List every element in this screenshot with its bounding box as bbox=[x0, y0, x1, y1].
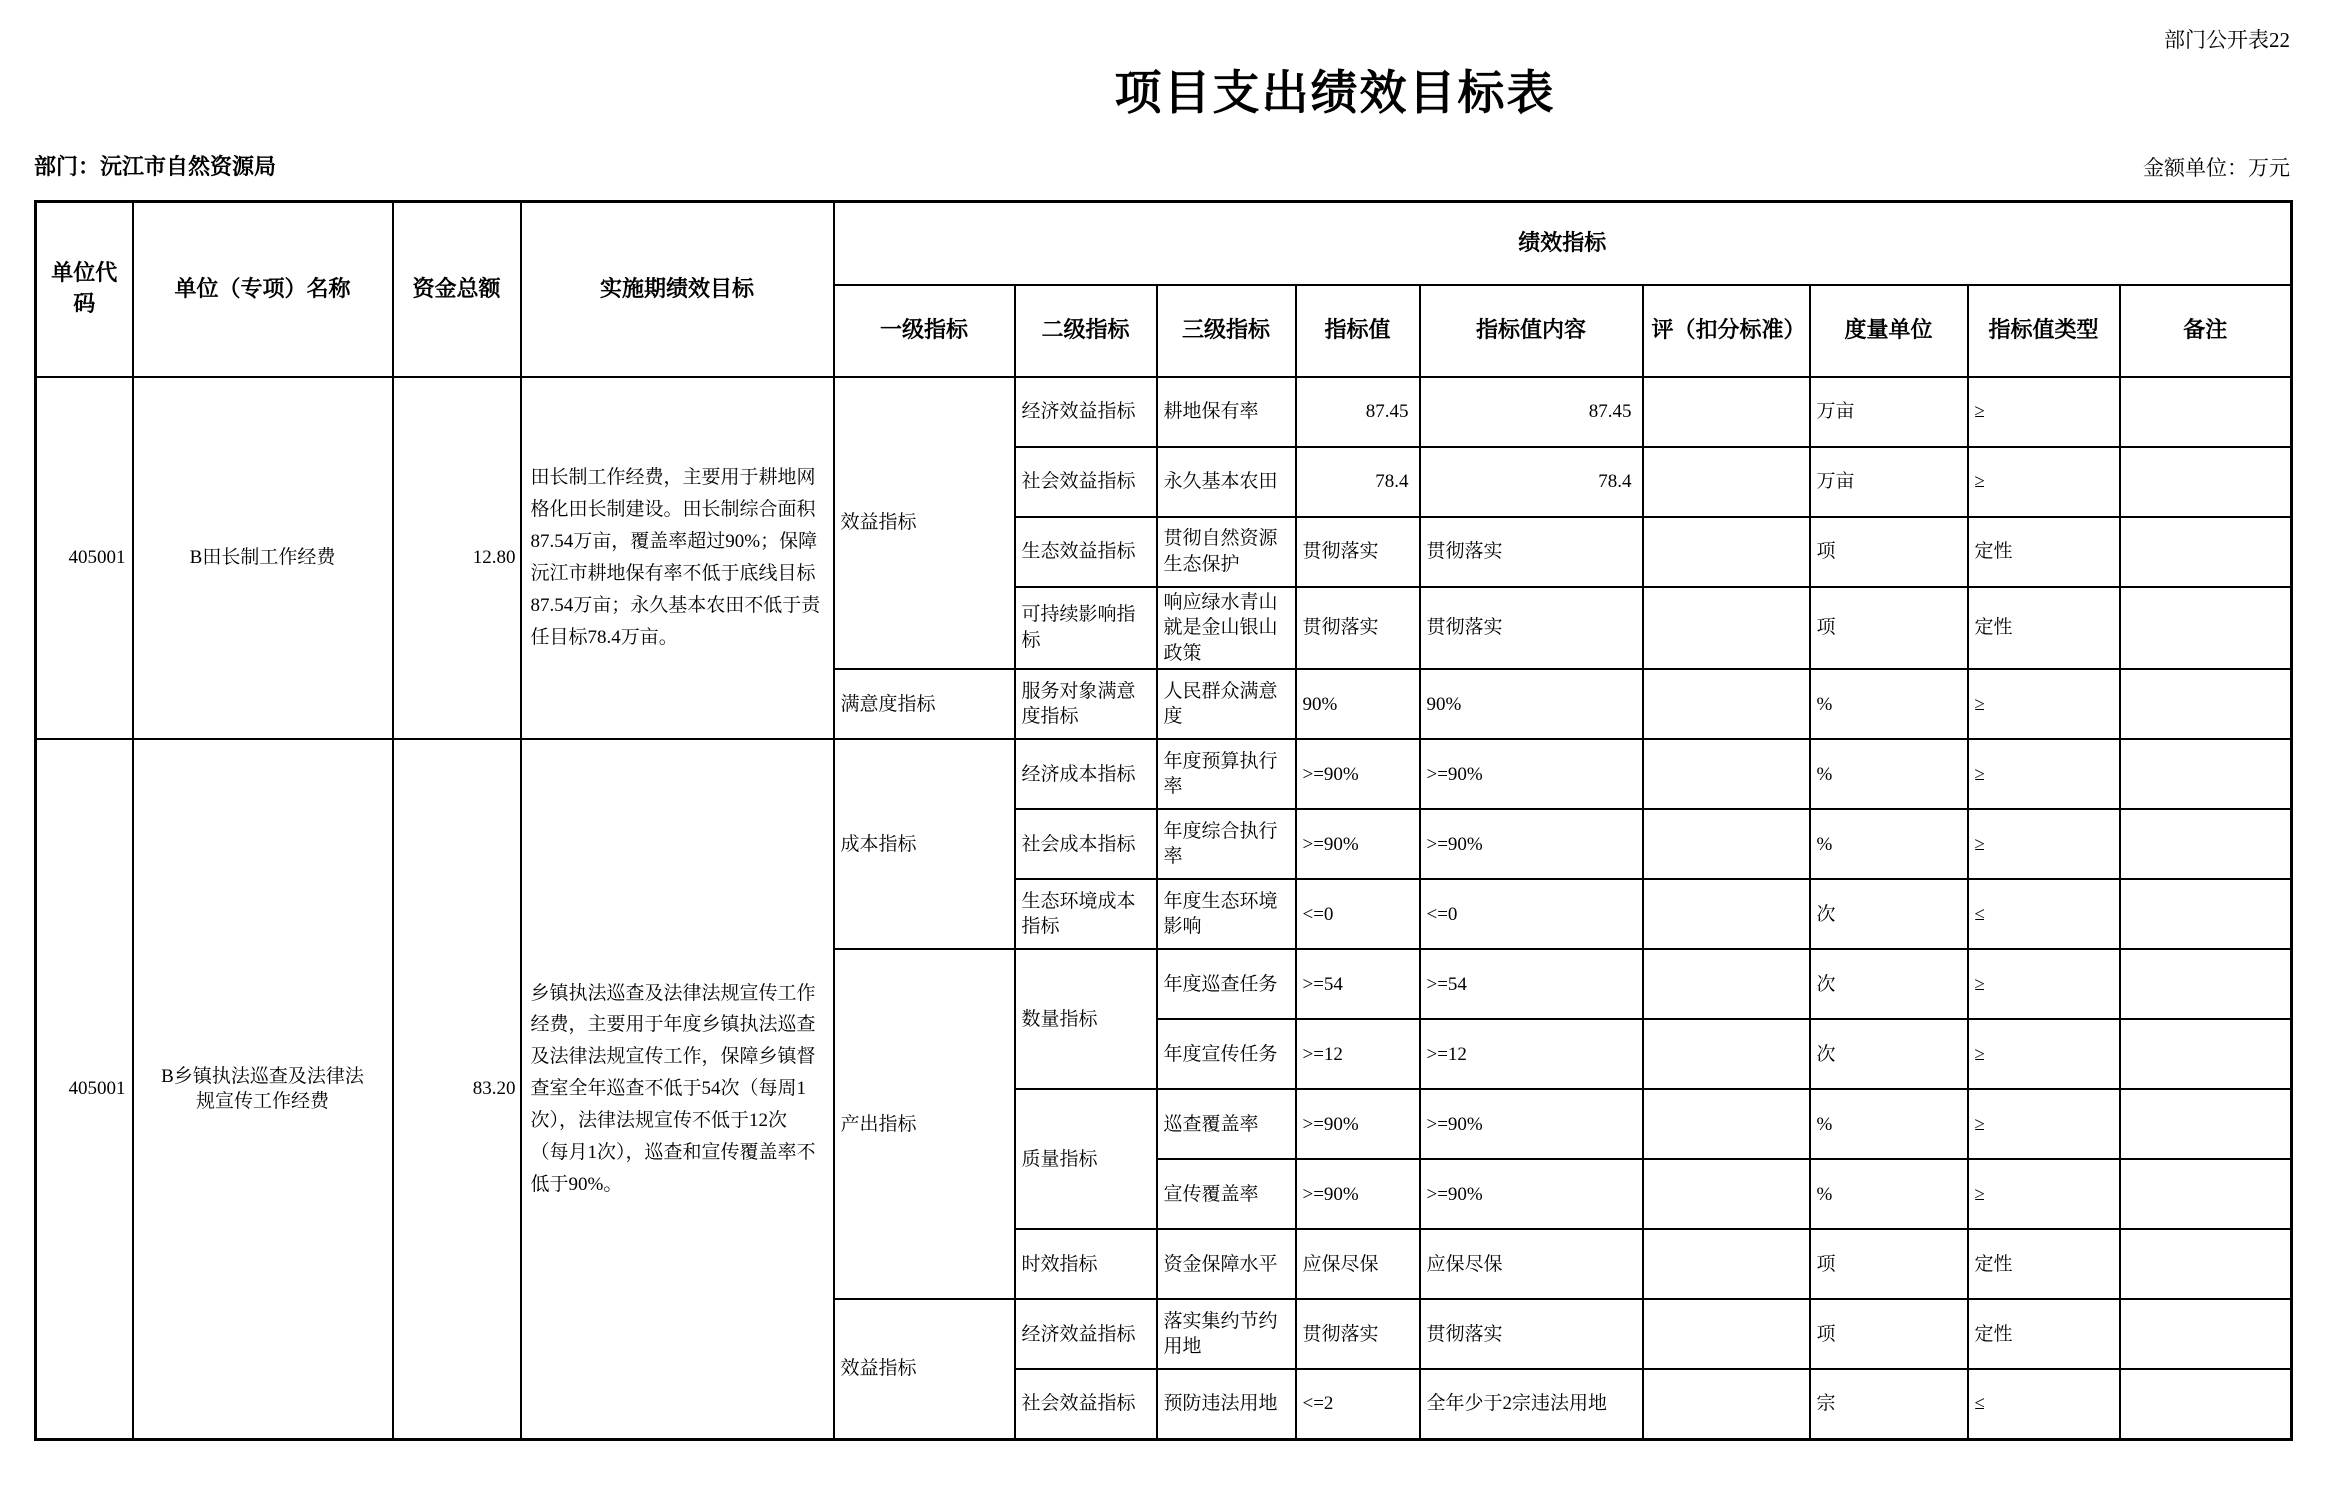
measure-unit-cell: % bbox=[1810, 739, 1968, 809]
indicator-value-content-cell: 应保尽保 bbox=[1420, 1229, 1643, 1299]
value-type-cell: 定性 bbox=[1968, 1229, 2120, 1299]
l3-indicator-cell: 宣传覆盖率 bbox=[1157, 1159, 1296, 1229]
header-eval-standard: 评（扣分标准） bbox=[1643, 285, 1810, 377]
indicator-value-cell: <=2 bbox=[1296, 1369, 1420, 1439]
value-type-cell: ≥ bbox=[1968, 447, 2120, 517]
measure-unit-cell: 宗 bbox=[1810, 1369, 1968, 1439]
l3-indicator-cell: 落实集约节约用地 bbox=[1157, 1299, 1296, 1369]
l1-indicator-cell: 产出指标 bbox=[834, 949, 1015, 1299]
header-unit-name: 单位（专项）名称 bbox=[133, 202, 393, 377]
l2-indicator-cell: 经济效益指标 bbox=[1015, 1299, 1157, 1369]
indicator-value-cell: >=54 bbox=[1296, 949, 1420, 1019]
remark-cell bbox=[2120, 1299, 2292, 1369]
indicator-value-cell: 贯彻落实 bbox=[1296, 517, 1420, 587]
eval-standard-cell bbox=[1643, 377, 1810, 447]
l2-indicator-cell: 可持续影响指标 bbox=[1015, 587, 1157, 670]
remark-cell bbox=[2120, 1229, 2292, 1299]
indicator-value-content-cell: >=12 bbox=[1420, 1019, 1643, 1089]
remark-cell bbox=[2120, 1369, 2292, 1439]
indicator-value-cell: >=90% bbox=[1296, 809, 1420, 879]
eval-standard-cell bbox=[1643, 587, 1810, 670]
l1-indicator-cell: 成本指标 bbox=[834, 739, 1015, 949]
l2-indicator-cell: 经济效益指标 bbox=[1015, 377, 1157, 447]
eval-standard-cell bbox=[1643, 1089, 1810, 1159]
measure-unit-cell: % bbox=[1810, 1089, 1968, 1159]
measure-unit-cell: % bbox=[1810, 1159, 1968, 1229]
value-type-cell: 定性 bbox=[1968, 587, 2120, 670]
indicator-value-content-cell: 贯彻落实 bbox=[1420, 1299, 1643, 1369]
header-measure-unit: 度量单位 bbox=[1810, 285, 1968, 377]
value-type-cell: ≥ bbox=[1968, 669, 2120, 739]
remark-cell bbox=[2120, 669, 2292, 739]
header-fund-total: 资金总额 bbox=[393, 202, 521, 377]
performance-target-table bbox=[34, 200, 2293, 1441]
remark-cell bbox=[2120, 739, 2292, 809]
l2-indicator-cell: 数量指标 bbox=[1015, 949, 1157, 1089]
indicator-value-cell: >=90% bbox=[1296, 739, 1420, 809]
l1-indicator-cell: 效益指标 bbox=[834, 1299, 1015, 1439]
l2-indicator-cell: 生态环境成本指标 bbox=[1015, 879, 1157, 949]
header-perf-indicators: 绩效指标 bbox=[834, 202, 2292, 285]
remark-cell bbox=[2120, 517, 2292, 587]
measure-unit-cell: 万亩 bbox=[1810, 447, 1968, 517]
l3-indicator-cell: 年度巡查任务 bbox=[1157, 949, 1296, 1019]
measure-unit-cell: % bbox=[1810, 669, 1968, 739]
header-l2-indicator: 二级指标 bbox=[1015, 285, 1157, 377]
header-impl-goal: 实施期绩效目标 bbox=[521, 202, 834, 377]
indicator-value-cell: >=90% bbox=[1296, 1089, 1420, 1159]
indicator-value-cell: 90% bbox=[1296, 669, 1420, 739]
l3-indicator-cell: 年度综合执行率 bbox=[1157, 809, 1296, 879]
indicator-value-cell: 贯彻落实 bbox=[1296, 1299, 1420, 1369]
measure-unit-cell: % bbox=[1810, 809, 1968, 879]
value-type-cell: ≥ bbox=[1968, 377, 2120, 447]
l3-indicator-cell: 永久基本农田 bbox=[1157, 447, 1296, 517]
unit-code-cell: 405001 bbox=[36, 377, 133, 740]
indicator-value-cell: >=90% bbox=[1296, 1159, 1420, 1229]
remark-cell bbox=[2120, 447, 2292, 517]
value-type-cell: ≥ bbox=[1968, 739, 2120, 809]
eval-standard-cell bbox=[1643, 1159, 1810, 1229]
impl-goal-cell: 田长制工作经费，主要用于耕地网格化田长制建设。田长制综合面积87.54万亩，覆盖率超过90%；保障沅江市耕地保有率不低于底线目标87.54万亩；永久基本农田不低于责任目标78.4万亩。 bbox=[521, 377, 834, 740]
measure-unit-cell: 项 bbox=[1810, 587, 1968, 670]
l2-indicator-cell: 时效指标 bbox=[1015, 1229, 1157, 1299]
indicator-value-cell: 贯彻落实 bbox=[1296, 587, 1420, 670]
l3-indicator-cell: 年度宣传任务 bbox=[1157, 1019, 1296, 1089]
eval-standard-cell bbox=[1643, 809, 1810, 879]
l1-indicator-cell: 满意度指标 bbox=[834, 669, 1015, 739]
header-row-top bbox=[36, 202, 2292, 285]
header-unit-code: 单位代码 bbox=[36, 202, 133, 377]
value-type-cell: ≥ bbox=[1968, 1159, 2120, 1229]
eval-standard-cell bbox=[1643, 949, 1810, 1019]
measure-unit-cell: 项 bbox=[1810, 1229, 1968, 1299]
l3-indicator-cell: 巡查覆盖率 bbox=[1157, 1089, 1296, 1159]
indicator-value-content-cell: 78.4 bbox=[1420, 447, 1643, 517]
page-title: 项目支出绩效目标表 bbox=[1114, 68, 1556, 120]
table-header bbox=[36, 202, 2292, 377]
value-type-cell: ≥ bbox=[1968, 949, 2120, 1019]
fund-total-cell: 12.80 bbox=[393, 377, 521, 740]
indicator-value-cell: 87.45 bbox=[1296, 377, 1420, 447]
table-row bbox=[36, 739, 2292, 809]
remark-cell bbox=[2120, 587, 2292, 670]
l3-indicator-cell: 响应绿水青山就是金山银山政策 bbox=[1157, 587, 1296, 670]
measure-unit-cell: 次 bbox=[1810, 1019, 1968, 1089]
indicator-value-content-cell: 87.45 bbox=[1420, 377, 1643, 447]
form-number-label: 部门公开表22 bbox=[2164, 28, 2290, 52]
indicator-value-content-cell: >=90% bbox=[1420, 1159, 1643, 1229]
remark-cell bbox=[2120, 809, 2292, 879]
indicator-value-cell: >=12 bbox=[1296, 1019, 1420, 1089]
indicator-value-content-cell: 贯彻落实 bbox=[1420, 517, 1643, 587]
department-label: 部门：沅江市自然资源局 bbox=[34, 154, 277, 179]
header-l3-indicator: 三级指标 bbox=[1157, 285, 1296, 377]
eval-standard-cell bbox=[1643, 447, 1810, 517]
indicator-value-content-cell: >=54 bbox=[1420, 949, 1643, 1019]
l1-indicator-cell: 效益指标 bbox=[834, 377, 1015, 670]
unit-name-cell: B乡镇执法巡查及法律法规宣传工作经费 bbox=[133, 739, 393, 1439]
impl-goal-cell: 乡镇执法巡查及法律法规宣传工作经费，主要用于年度乡镇执法巡查及法律法规宣传工作，保障乡镇督查室全年巡查不低于54次（每周1次），法律法规宣传不低于12次（每月1次），巡查和宣传覆盖率不低于90%。 bbox=[521, 739, 834, 1439]
eval-standard-cell bbox=[1643, 1229, 1810, 1299]
measure-unit-cell: 次 bbox=[1810, 949, 1968, 1019]
value-type-cell: ≥ bbox=[1968, 1019, 2120, 1089]
remark-cell bbox=[2120, 1159, 2292, 1229]
header-indicator-value: 指标值 bbox=[1296, 285, 1420, 377]
l2-indicator-cell: 社会成本指标 bbox=[1015, 809, 1157, 879]
indicator-value-content-cell: >=90% bbox=[1420, 809, 1643, 879]
value-type-cell: ≤ bbox=[1968, 879, 2120, 949]
value-type-cell: 定性 bbox=[1968, 1299, 2120, 1369]
header-l1-indicator: 一级指标 bbox=[834, 285, 1015, 377]
eval-standard-cell bbox=[1643, 1019, 1810, 1089]
indicator-value-cell: 应保尽保 bbox=[1296, 1229, 1420, 1299]
measure-unit-cell: 次 bbox=[1810, 879, 1968, 949]
remark-cell bbox=[2120, 377, 2292, 447]
fund-total-cell: 83.20 bbox=[393, 739, 521, 1439]
indicator-value-content-cell: 90% bbox=[1420, 669, 1643, 739]
eval-standard-cell bbox=[1643, 1299, 1810, 1369]
header-value-type: 指标值类型 bbox=[1968, 285, 2120, 377]
l3-indicator-cell: 年度预算执行率 bbox=[1157, 739, 1296, 809]
indicator-value-content-cell: >=90% bbox=[1420, 1089, 1643, 1159]
l3-indicator-cell: 人民群众满意度 bbox=[1157, 669, 1296, 739]
indicator-value-cell: 78.4 bbox=[1296, 447, 1420, 517]
header-remark: 备注 bbox=[2120, 285, 2292, 377]
remark-cell bbox=[2120, 1019, 2292, 1089]
value-type-cell: 定性 bbox=[1968, 517, 2120, 587]
measure-unit-cell: 项 bbox=[1810, 517, 1968, 587]
indicator-value-content-cell: <=0 bbox=[1420, 879, 1643, 949]
value-type-cell: ≤ bbox=[1968, 1369, 2120, 1439]
l2-indicator-cell: 经济成本指标 bbox=[1015, 739, 1157, 809]
amount-unit-label: 金额单位：万元 bbox=[2143, 156, 2290, 180]
table-body bbox=[36, 377, 2292, 1440]
l3-indicator-cell: 贯彻自然资源生态保护 bbox=[1157, 517, 1296, 587]
indicator-value-content-cell: >=90% bbox=[1420, 739, 1643, 809]
eval-standard-cell bbox=[1643, 669, 1810, 739]
l2-indicator-cell: 质量指标 bbox=[1015, 1089, 1157, 1229]
indicator-value-content-cell: 全年少于2宗违法用地 bbox=[1420, 1369, 1643, 1439]
eval-standard-cell bbox=[1643, 879, 1810, 949]
eval-standard-cell bbox=[1643, 517, 1810, 587]
l2-indicator-cell: 社会效益指标 bbox=[1015, 447, 1157, 517]
l2-indicator-cell: 服务对象满意度指标 bbox=[1015, 669, 1157, 739]
l3-indicator-cell: 年度生态环境影响 bbox=[1157, 879, 1296, 949]
remark-cell bbox=[2120, 1089, 2292, 1159]
value-type-cell: ≥ bbox=[1968, 809, 2120, 879]
header-indicator-value-content: 指标值内容 bbox=[1420, 285, 1643, 377]
l3-indicator-cell: 预防违法用地 bbox=[1157, 1369, 1296, 1439]
measure-unit-cell: 万亩 bbox=[1810, 377, 1968, 447]
eval-standard-cell bbox=[1643, 1369, 1810, 1439]
remark-cell bbox=[2120, 879, 2292, 949]
l2-indicator-cell: 生态效益指标 bbox=[1015, 517, 1157, 587]
indicator-value-cell: <=0 bbox=[1296, 879, 1420, 949]
l3-indicator-cell: 资金保障水平 bbox=[1157, 1229, 1296, 1299]
table-row bbox=[36, 377, 2292, 447]
measure-unit-cell: 项 bbox=[1810, 1299, 1968, 1369]
unit-name-cell: B田长制工作经费 bbox=[133, 377, 393, 740]
unit-code-cell: 405001 bbox=[36, 739, 133, 1439]
l3-indicator-cell: 耕地保有率 bbox=[1157, 377, 1296, 447]
l2-indicator-cell: 社会效益指标 bbox=[1015, 1369, 1157, 1439]
remark-cell bbox=[2120, 949, 2292, 1019]
value-type-cell: ≥ bbox=[1968, 1089, 2120, 1159]
indicator-value-content-cell: 贯彻落实 bbox=[1420, 587, 1643, 670]
eval-standard-cell bbox=[1643, 739, 1810, 809]
